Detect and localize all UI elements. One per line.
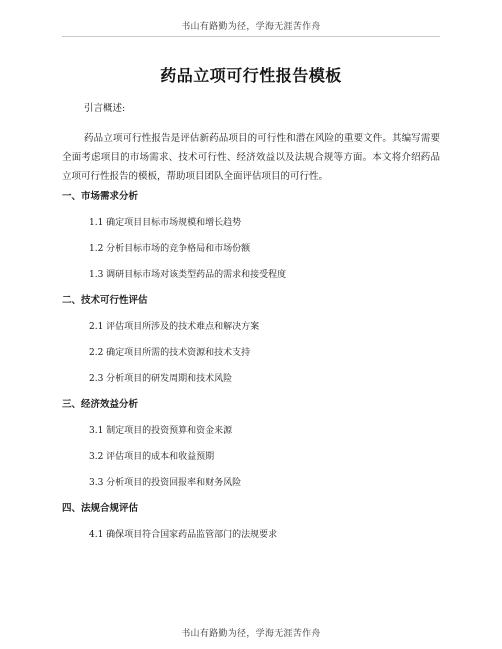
section-regulatory-compliance bbox=[62, 502, 440, 542]
header-divider bbox=[62, 36, 440, 37]
section-item: 3.1 制定项目的投资预算和资金来源 bbox=[89, 426, 233, 436]
document-title: 药品立项可行性报告模板 bbox=[160, 66, 342, 85]
section-heading: 一、市场需求分析 bbox=[62, 191, 139, 202]
section-item: 2.1 评估项目所涉及的技术难点和解决方案 bbox=[89, 322, 260, 332]
section-item: 3.3 分析项目的投资回报率和财务风险 bbox=[89, 478, 242, 488]
section-heading: 四、法规合规评估 bbox=[62, 503, 139, 514]
document-body bbox=[62, 102, 440, 554]
section-item: 1.3 调研目标市场对该类型药品的需求和接受程度 bbox=[89, 270, 287, 280]
intro-label: 引言概述: bbox=[84, 103, 126, 114]
intro-paragraph: 药品立项可行性报告是评估新药品项目的可行性和潜在风险的重要文件。其编写需要全面考虑项目的市场需求、技术可行性、经济效益以及法规合规等方面。本文将介绍药品立项可行性报告的模板，帮助项目团队全面评估项目的可行性。 bbox=[62, 133, 440, 182]
section-item: 3.2 评估项目的成本和收益预期 bbox=[89, 452, 215, 462]
section-item: 1.2 分析目标市场的竞争格局和市场份额 bbox=[89, 244, 251, 254]
running-footer: 书山有路勤为径，学海无涯苦作舟 bbox=[181, 629, 321, 639]
section-item: 2.3 分析项目的研发周期和技术风险 bbox=[89, 374, 233, 384]
section-item: 2.2 确定项目所需的技术资源和技术支持 bbox=[89, 348, 251, 358]
section-item: 1.1 确定项目目标市场规模和增长趋势 bbox=[89, 218, 242, 228]
running-header: 书山有路勤为径，学海无涯苦作舟 bbox=[181, 22, 321, 32]
section-heading: 二、技术可行性评估 bbox=[62, 295, 148, 306]
section-economic-benefit bbox=[62, 398, 440, 490]
section-heading: 三、经济效益分析 bbox=[62, 399, 139, 410]
section-technical-feasibility bbox=[62, 294, 440, 386]
section-item: 4.1 确保项目符合国家药品监管部门的法规要求 bbox=[89, 530, 278, 540]
section-market-demand bbox=[62, 190, 440, 282]
